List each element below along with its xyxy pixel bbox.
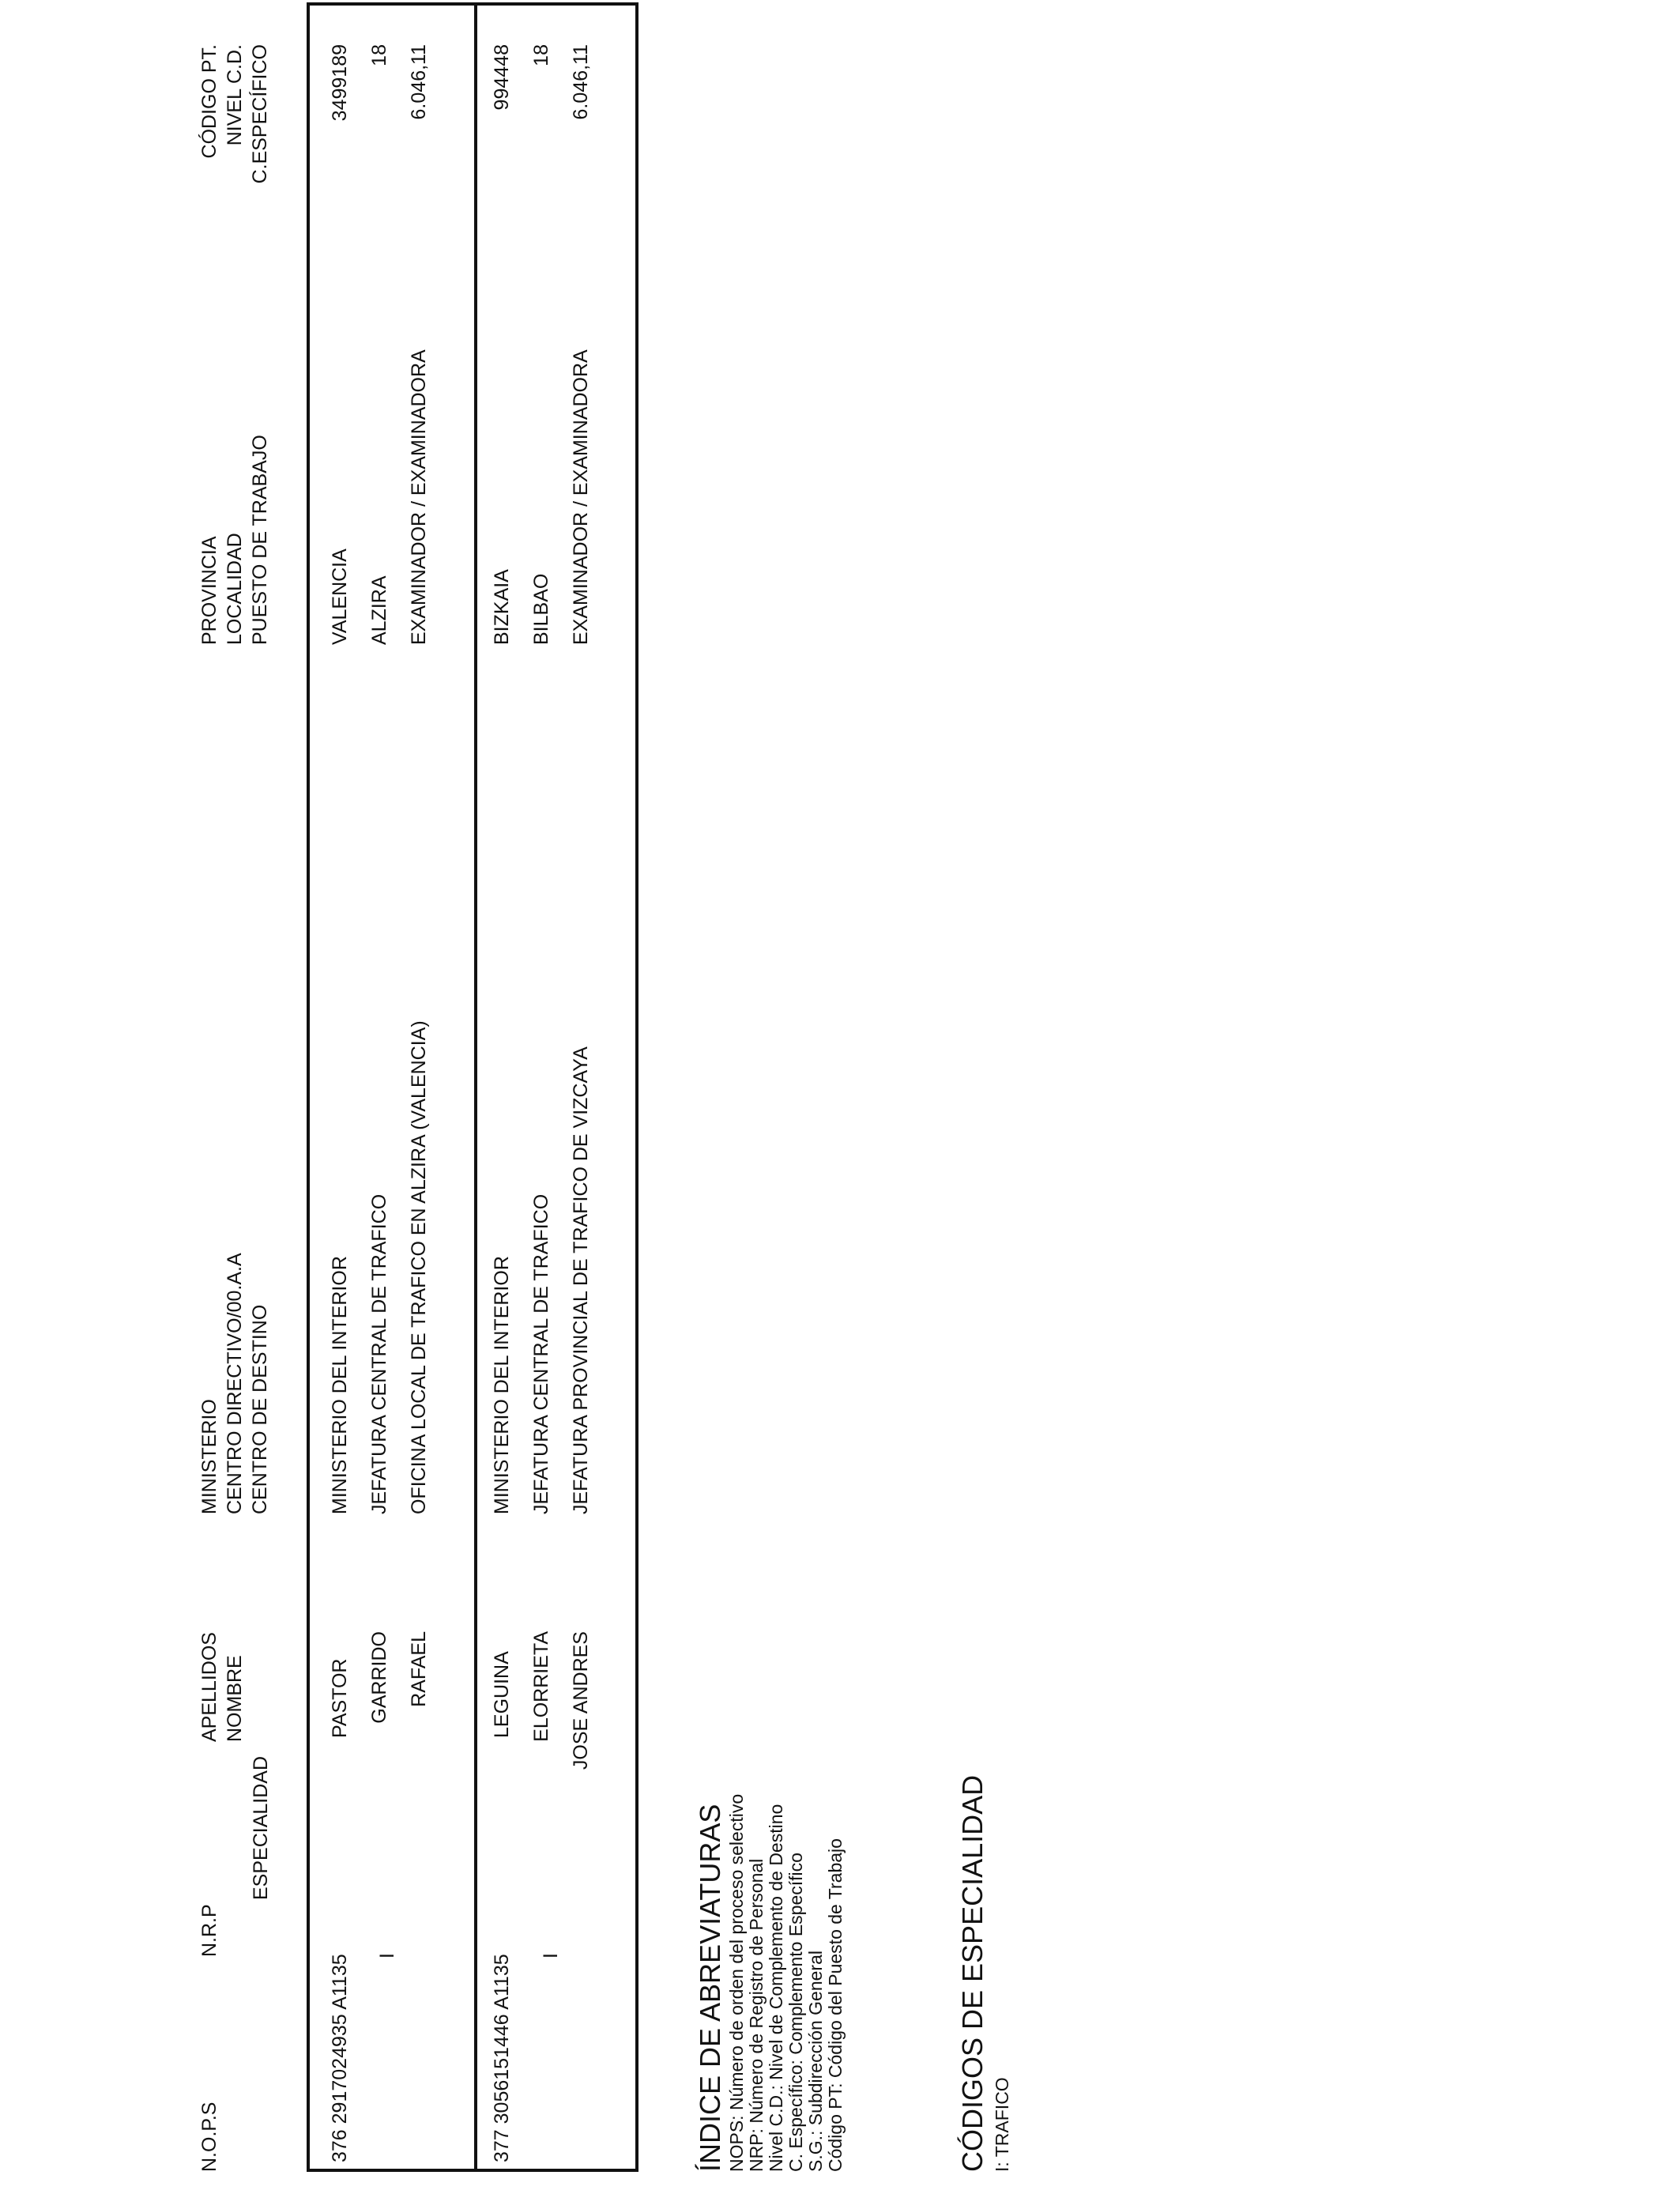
header-ministerio: MINISTERIO: [198, 1399, 220, 1514]
row-c-especifico: 6.046,11: [408, 44, 430, 120]
abreviatura-line: Código PT: Código del Puesto de Trabajo: [825, 1838, 846, 2172]
header-centro-directivo: CENTRO DIRECTIVO/00.A.A: [224, 1253, 246, 1514]
row-nivel-cd: 18: [530, 44, 552, 66]
especialidad-codes-section: [956, 1775, 1012, 2172]
row-centro-directivo: JEFATURA CENTRAL DE TRAFICO: [530, 1193, 552, 1514]
header-apellidos: APELLIDOS: [198, 1632, 220, 1742]
row-nombre: RAFAEL: [408, 1631, 430, 1707]
row-apellido1: PASTOR: [329, 1658, 351, 1738]
row-ministerio: MINISTERIO DEL INTERIOR: [491, 1256, 513, 1514]
row-especialidad: I: [540, 1953, 562, 1958]
row-especialidad: I: [376, 1953, 398, 1958]
row-nivel-cd: 18: [368, 44, 390, 66]
row-nombre: JOSE ANDRES: [570, 1631, 592, 1770]
abreviatura-line: C. Específico: Complemento Específico: [785, 1853, 806, 2172]
row-centro-destino: OFICINA LOCAL DE TRAFICO EN ALZIRA (VALENCIA): [408, 1020, 430, 1514]
header-centro-destino: CENTRO DE DESTINO: [249, 1304, 271, 1514]
abreviatura-line: NOPS: Número de orden del proceso selectivo: [726, 1793, 747, 2172]
abreviaturas-title: ÍNDICE DE ABREVIATURAS: [694, 1804, 726, 2172]
row-nops-nrp: 376 2917024935 A1135: [329, 1954, 351, 2162]
row-puesto: EXAMINADOR / EXAMINADORA: [570, 349, 592, 645]
row-provincia: VALENCIA: [329, 548, 351, 645]
header-localidad: LOCALIDAD: [224, 533, 246, 645]
row-provincia: BIZKAIA: [491, 569, 513, 645]
abreviaturas-section: [694, 1794, 846, 2172]
row-puesto: EXAMINADOR / EXAMINADORA: [408, 349, 430, 645]
row-centro-destino: JEFATURA PROVINCIAL DE TRAFICO DE VIZCAYA: [570, 1046, 592, 1514]
header-puesto: PUESTO DE TRABAJO: [249, 435, 271, 645]
abreviatura-line: S.G.: Subdirección General: [805, 1951, 826, 2172]
row-divider: [474, 2, 477, 2172]
especialidad-codes-title: CÓDIGOS DE ESPECIALIDAD: [956, 1774, 989, 2172]
row-centro-directivo: JEFATURA CENTRAL DE TRAFICO: [368, 1193, 390, 1514]
especialidad-code-line: I: TRAFICO: [992, 2077, 1012, 2172]
header-especialidad: ESPECIALIDAD: [250, 1755, 272, 1900]
row-codigo-pt: 3499189: [329, 44, 351, 122]
header-nrp: N.R.P: [198, 1904, 220, 1957]
row-apellido1: LEGUINA: [491, 1651, 513, 1738]
header-nombre: NOMBRE: [224, 1655, 246, 1742]
row-codigo-pt: 994448: [491, 44, 513, 111]
row-nops-nrp: 377 3056151446 A1135: [491, 1954, 513, 2162]
header-provincia: PROVINCIA: [198, 536, 220, 645]
row-ministerio: MINISTERIO DEL INTERIOR: [329, 1256, 351, 1514]
abreviatura-line: NRP: Número de Registro de Personal: [746, 1858, 767, 2172]
header-codigo-pt: CÓDIGO PT.: [198, 44, 220, 159]
header-nivel-cd: NIVEL C.D.: [224, 44, 246, 146]
row-apellido2: GARRIDO: [368, 1631, 390, 1724]
header-c-especifico: C.ESPECÍFICO: [249, 44, 271, 184]
row-localidad: ALZIRA: [368, 575, 390, 645]
row-localidad: BILBAO: [530, 573, 552, 645]
row-apellido2: ELORRIETA: [530, 1631, 552, 1742]
abreviatura-line: Nivel C.D.: Nivel de Complemento de Destino: [766, 1804, 786, 2172]
header-nops: N.O.P.S: [198, 2102, 220, 2172]
row-c-especifico: 6.046,11: [570, 44, 592, 120]
